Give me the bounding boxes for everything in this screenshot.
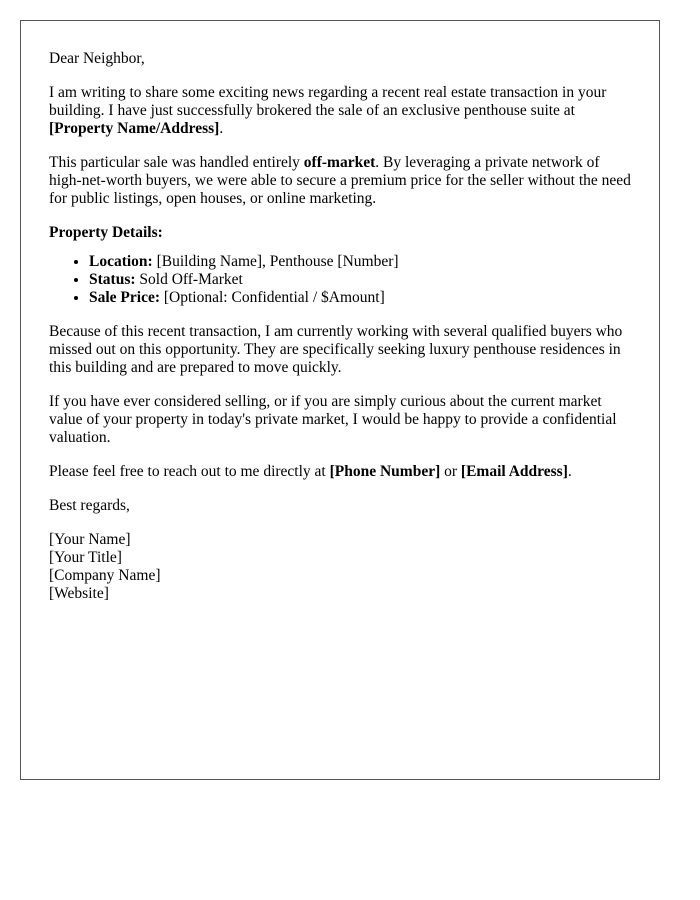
email-address-placeholder: [Email Address] <box>460 463 568 480</box>
phone-number-placeholder: [Phone Number] <box>329 463 441 480</box>
intro-text: I am writing to share some exciting news regarding a recent real estate transaction in your building. I have just successfully brokered the sale of an exclusive penthouse suite at <box>49 84 607 119</box>
detail-location <box>89 253 631 271</box>
property-details-heading <box>49 224 631 242</box>
detail-sale-price-value: [Optional: Confidential / $Amount] <box>160 289 385 306</box>
signature-block <box>49 531 631 603</box>
off-market-emphasis: off-market <box>303 154 376 171</box>
detail-sale-price <box>89 289 631 307</box>
property-details-list <box>49 253 631 307</box>
buyers-paragraph: Because of this recent transaction, I am currently working with several qualified buyers who missed out on this opportunity. They are specifically seeking luxury penthouse residences in this building and are prepared to move quickly. <box>49 323 623 376</box>
contact-paragraph <box>49 463 631 481</box>
property-details-heading-text: Property Details: <box>49 224 163 241</box>
contact-period: . <box>567 463 572 480</box>
intro-paragraph <box>49 84 631 138</box>
contact-text-before: Please feel free to reach out to me directly at <box>49 463 330 480</box>
salutation: Dear Neighbor, <box>49 50 145 67</box>
detail-location-value: [Building Name], Penthouse [Number] <box>152 253 399 270</box>
signature-title: [Your Title] <box>49 549 122 566</box>
signature-website: [Website] <box>49 585 109 602</box>
selling-paragraph: If you have ever considered selling, or if you are simply curious about the current market value of your property in today's private market, I would be happy to provide a confidential valuation. <box>49 393 617 446</box>
signature-name: [Your Name] <box>49 531 131 548</box>
detail-status-value: Sold Off-Market <box>135 271 243 288</box>
closing: Best regards, <box>49 497 130 514</box>
intro-period: . <box>219 120 224 137</box>
off-market-text-before: This particular sale was handled entirely <box>49 154 304 171</box>
signature-company: [Company Name] <box>49 567 161 584</box>
detail-sale-price-label: Sale Price: <box>89 289 161 306</box>
off-market-paragraph <box>49 154 631 208</box>
letter-page <box>20 20 660 780</box>
property-name-placeholder: [Property Name/Address] <box>49 120 220 137</box>
contact-text-middle: or <box>440 463 461 480</box>
detail-status <box>89 271 631 289</box>
detail-status-label: Status: <box>89 271 136 288</box>
detail-location-label: Location: <box>89 253 153 270</box>
off-market-text-after: . By leveraging a private network of high-net-worth buyers, we were able to secure a premium price for the seller without the need for public listings, open houses, or online marketing. <box>49 154 631 207</box>
